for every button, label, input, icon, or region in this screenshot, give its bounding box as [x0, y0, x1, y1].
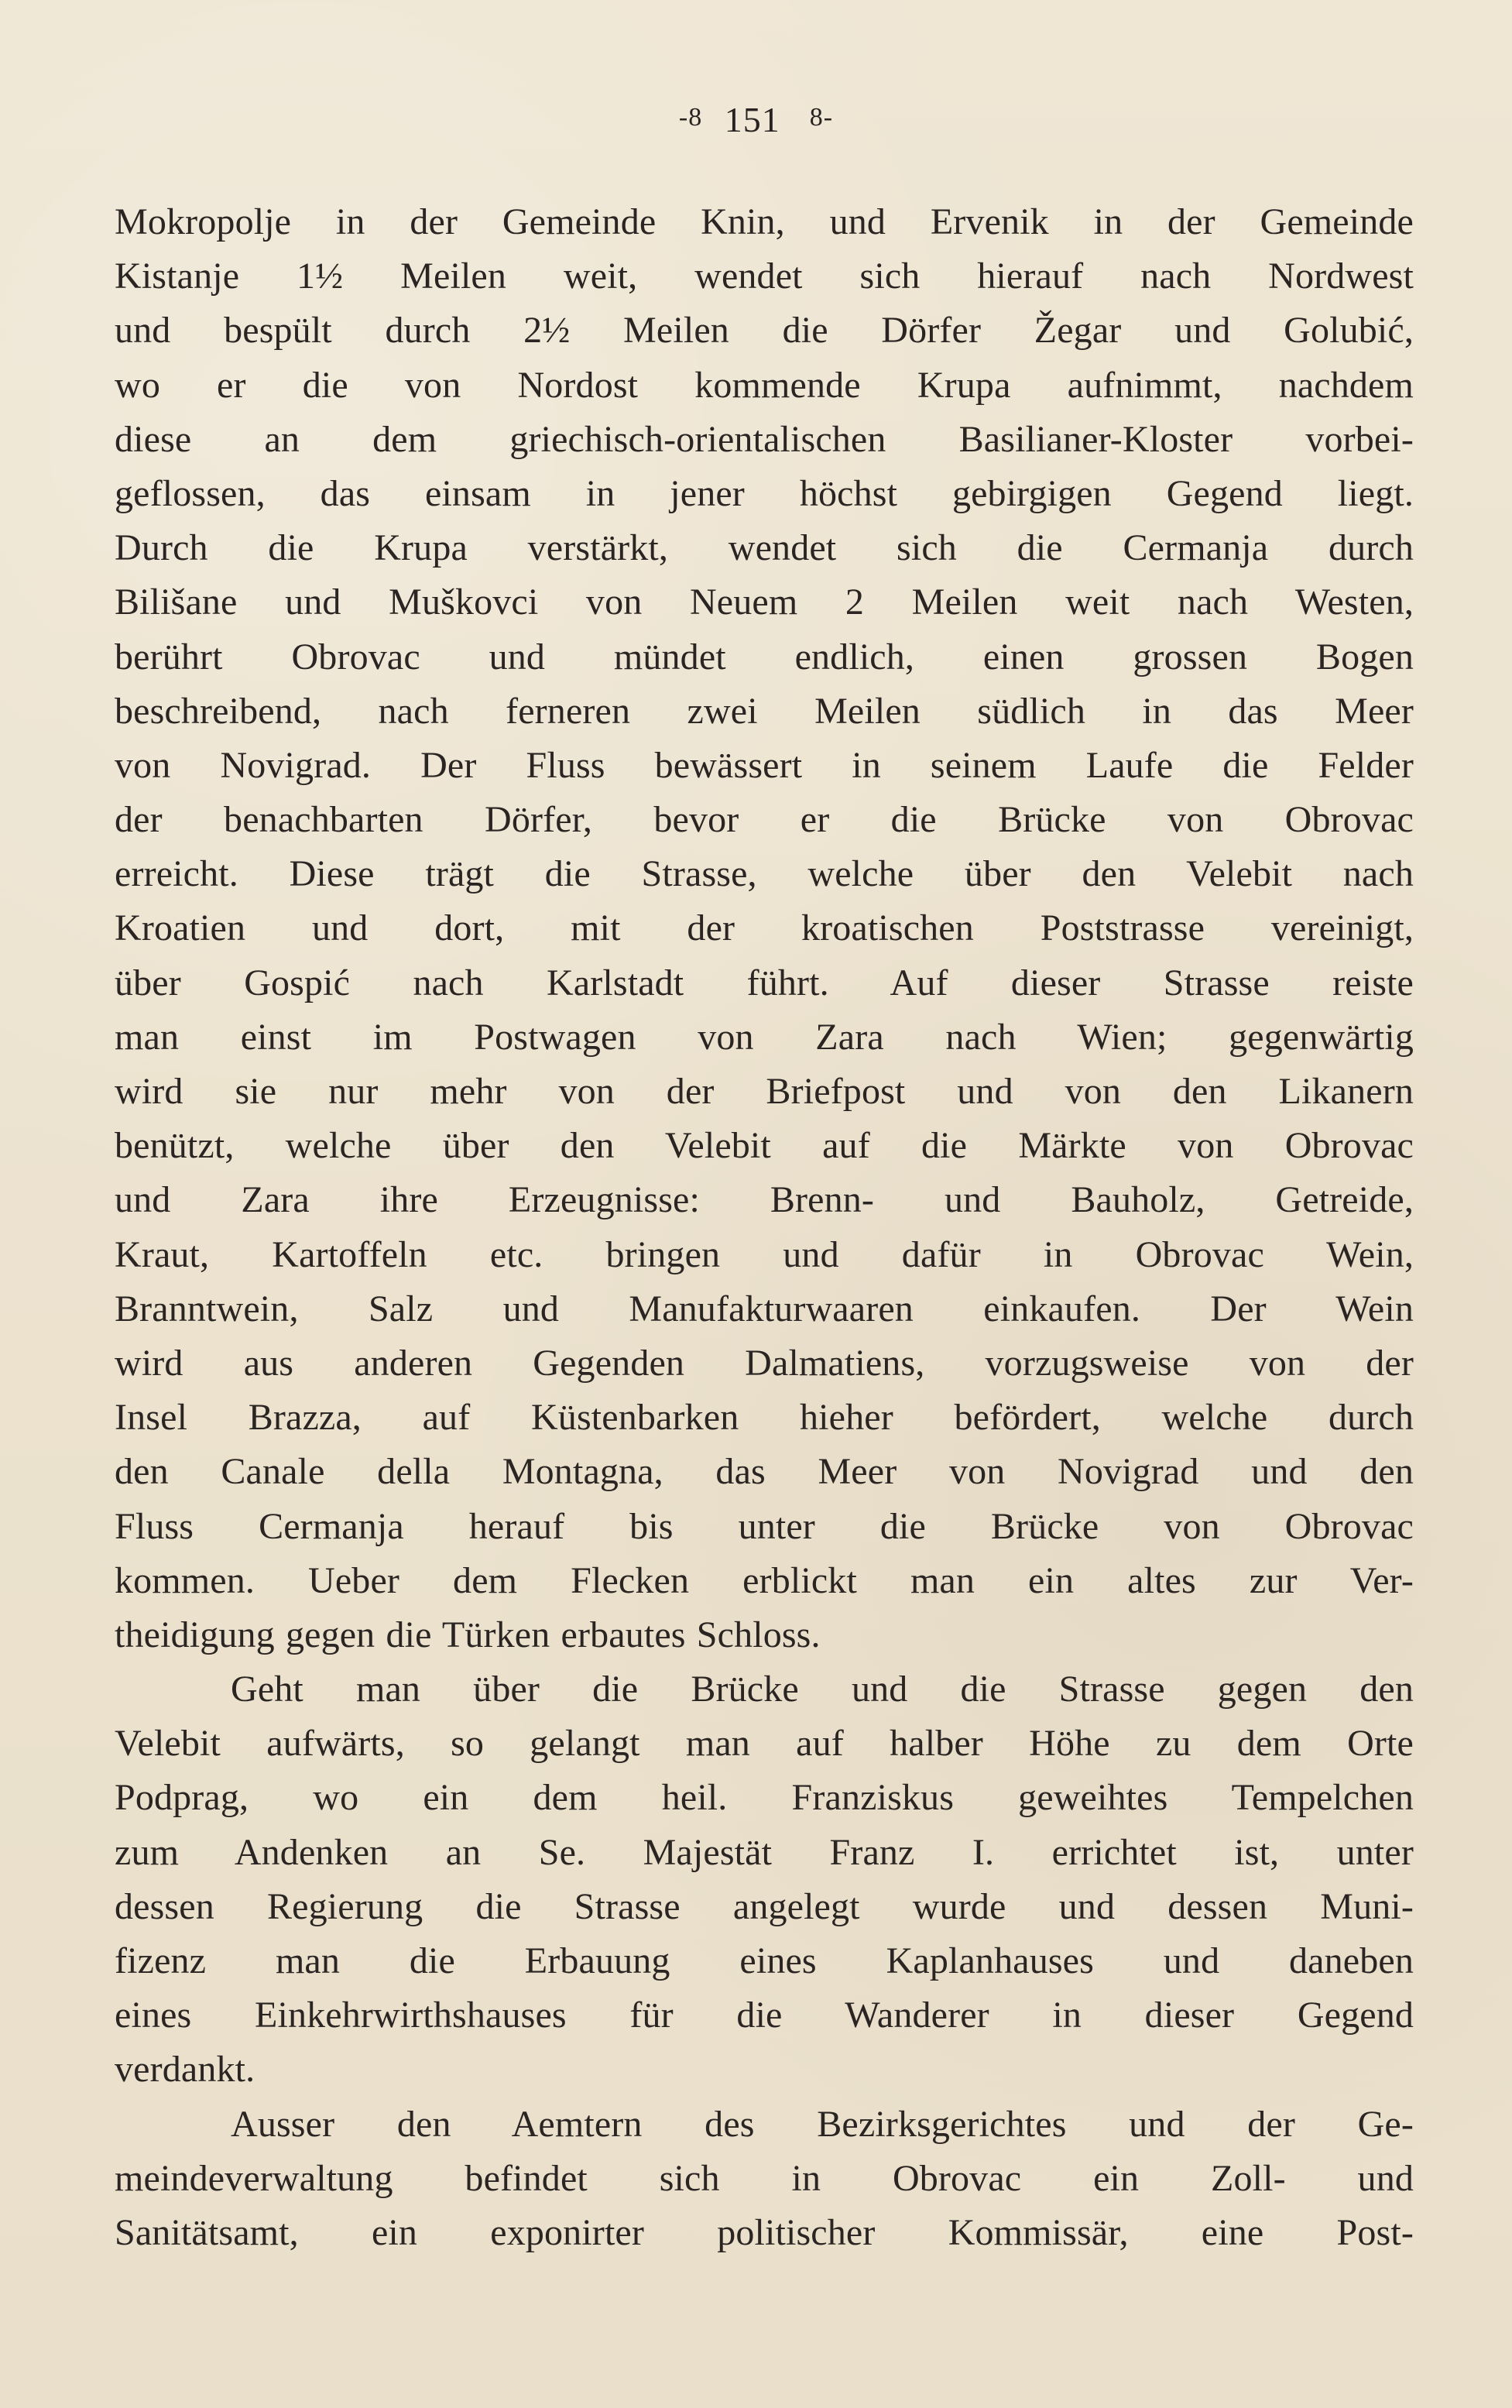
- text-line: geflossen, das einsam in jener höchst gebirgigen Gegend liegt.: [115, 472, 1414, 514]
- text-line: Mokropolje in der Gemeinde Knin, und Ervenik in der Gemeinde: [115, 201, 1414, 242]
- body-text: [115, 195, 1414, 2260]
- text-line: Sanitätsamt, ein exponirter politischer Kommissär, eine Post-: [115, 2211, 1414, 2253]
- left-ornament-icon: -8⁣: [678, 103, 703, 132]
- text-line: den Canale della Montagna, das Meer von Novigrad und den: [115, 1451, 1414, 1493]
- text-line: wird aus anderen Gegenden Dalmatiens, vorzugsweise von der: [115, 1342, 1414, 1384]
- text-line: Fluss Cermanja herauf bis unter die Brücke von Obrovac: [115, 1505, 1414, 1547]
- text-line: Branntwein, Salz und Manufakturwaaren einkaufen. Der Wein: [115, 1288, 1414, 1329]
- text-line: Kraut, Kartoffeln etc. bringen und dafür in Obrovac Wein,: [115, 1233, 1414, 1275]
- text-line: Durch die Krupa verstärkt, wendet sich die Cermanja durch: [115, 527, 1414, 569]
- text-line: der benachbarten Dörfer, bevor er die Brücke von Obrovac: [115, 799, 1414, 841]
- paragraph-start-line: Geht man über die Brücke und die Strasse gegen den: [231, 1669, 1414, 1710]
- text-line: und bespült durch 2½ Meilen die Dörfer Žegar und Golubić,: [115, 310, 1414, 352]
- text-line: benützt, welche über den Velebit auf die Märkte von Obrovac: [115, 1125, 1414, 1167]
- text-line: Velebit aufwärts, so gelangt man auf halber Höhe zu dem Orte: [115, 1723, 1414, 1765]
- text-line: wird sie nur mehr von der Briefpost und von den Likanern: [115, 1071, 1414, 1112]
- text-line: Bilišane und Muškovci von Neuem 2 Meilen weit nach Westen,: [115, 581, 1414, 623]
- text-line: fizenz man die Erbauung eines Kaplanhauses und daneben: [115, 1940, 1414, 1981]
- text-line: theidigung gegen die Türken erbautes Schloss.: [115, 1614, 821, 1655]
- text-line: eines Einkehrwirthshauses für die Wanderer in dieser Gegend: [115, 1995, 1414, 2036]
- text-line: wo er die von Nordost kommende Krupa aufnimmt, nachdem: [115, 364, 1414, 406]
- text-line: von Novigrad. Der Fluss bewässert in seinem Laufe die Felder: [115, 744, 1414, 786]
- text-line: beschreibend, nach ferneren zwei Meilen südlich in das Meer: [115, 690, 1414, 732]
- text-line: Insel Brazza, auf Küstenbarken hieher befördert, welche durch: [115, 1397, 1414, 1439]
- paragraph-start-line: Ausser den Aemtern des Bezirksgerichtes und der Ge-: [231, 2103, 1414, 2145]
- text-line: über Gospić nach Karlstadt führt. Auf dieser Strasse reiste: [115, 962, 1414, 1003]
- text-line: diese an dem griechisch-orientalischen Basilianer-Kloster vorbei-: [115, 418, 1414, 460]
- text-line: Kroatien und dort, mit der kroatischen Poststrasse vereinigt,: [115, 907, 1414, 949]
- text-line: man einst im Postwagen von Zara nach Wien; gegenwärtig: [115, 1016, 1414, 1058]
- page-number: 151: [724, 100, 780, 140]
- text-line: kommen. Ueber dem Flecken erblickt man ein altes zur Ver-: [115, 1559, 1414, 1601]
- page-header: [0, 99, 1512, 138]
- text-line: Podprag, wo ein dem heil. Franziskus geweihtes Tempelchen: [115, 1777, 1414, 1819]
- text-line: verdankt.: [115, 2049, 255, 2091]
- text-line: zum Andenken an Se. Majestät Franz I. errichtet ist, unter: [115, 1831, 1414, 1873]
- text-line: meindeverwaltung befindet sich in Obrovac ein Zoll- und: [115, 2157, 1414, 2199]
- text-line: berührt Obrovac und mündet endlich, einen grossen Bogen: [115, 636, 1414, 677]
- right-ornament-icon: ⁣ 8-: [802, 103, 834, 132]
- text-line: erreicht. Diese trägt die Strasse, welche über den Velebit nach: [115, 853, 1414, 895]
- text-line: Kistanje 1½ Meilen weit, wendet sich hierauf nach Nordwest: [115, 256, 1414, 297]
- text-line: dessen Regierung die Strasse angelegt wurde und dessen Muni-: [115, 1885, 1414, 1927]
- text-line: und Zara ihre Erzeugnisse: Brenn- und Bauholz, Getreide,: [115, 1179, 1414, 1221]
